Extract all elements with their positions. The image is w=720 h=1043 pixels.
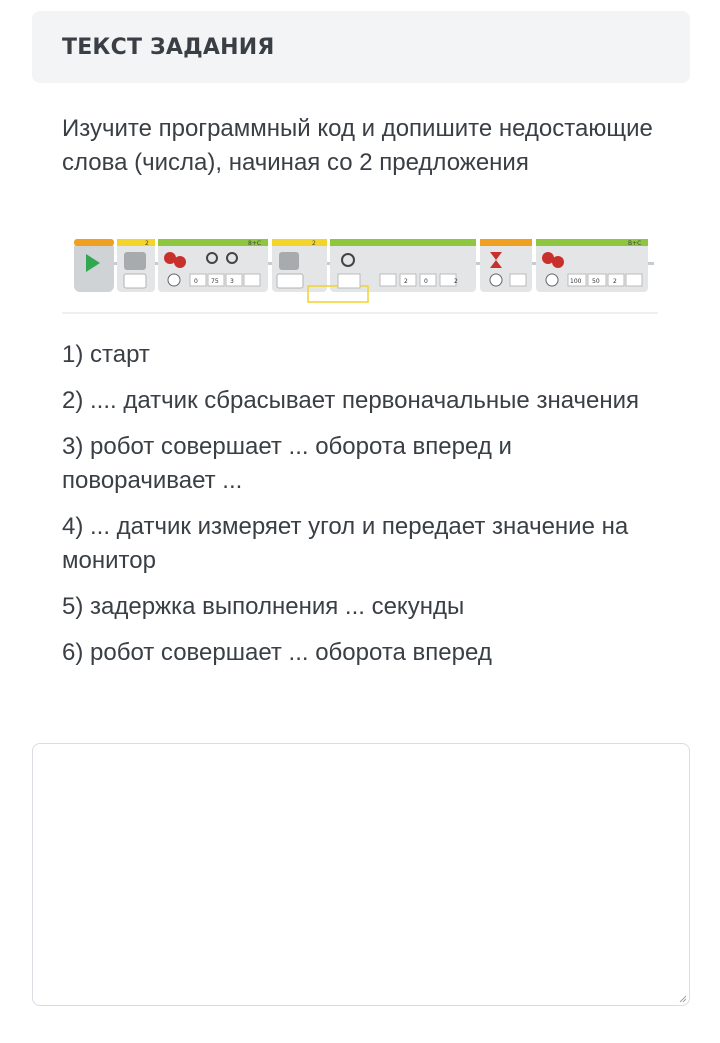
block-value: 3 [230, 278, 234, 285]
program-code-image [62, 230, 658, 318]
block-value: 2 [404, 278, 408, 285]
task-header [32, 11, 690, 83]
move-block-2 [536, 239, 648, 292]
block-value: 0 [424, 278, 428, 285]
start-block [74, 239, 114, 292]
block-value: 75 [211, 278, 219, 285]
list-item: 3) робот совершает ... оборота вперед и поворачивает ... [62, 433, 512, 494]
block-label: 2 [312, 240, 316, 247]
list-item: 5) задержка выполнения ... секунды [62, 593, 465, 620]
resize-handle-icon[interactable] [677, 993, 687, 1003]
block-label: 8+C [248, 240, 262, 247]
block-value: 2 [454, 278, 458, 285]
sensor-reset-block [117, 239, 155, 292]
block-value: 0 [194, 278, 198, 285]
block-value: 2 [613, 278, 617, 285]
task-text: Изучите программный код и допишите недостающие слова (числа), начиная со 2 предложения [62, 115, 653, 176]
list-item: 1) старт [62, 341, 150, 368]
block-value: 100 [570, 278, 582, 285]
list-item: 6) робот совершает ... оборота вперед [62, 639, 492, 666]
move-block-1 [158, 239, 268, 292]
list-item: 4) ... датчик измеряет угол и передает значение на монитор [62, 513, 629, 574]
block-value: 50 [592, 278, 600, 285]
block-label: 2 [145, 240, 149, 247]
task-header-title: ТЕКСТ ЗАДАНИЯ [62, 34, 275, 60]
wait-block [480, 239, 532, 292]
answer-textarea[interactable] [32, 743, 690, 1006]
display-block [308, 239, 476, 302]
sensor-block-2 [272, 239, 327, 292]
task-items-list [62, 338, 662, 682]
list-item: 2) .... датчик сбрасывает первоначальные значения [62, 387, 640, 414]
block-label: B+C [628, 240, 642, 247]
